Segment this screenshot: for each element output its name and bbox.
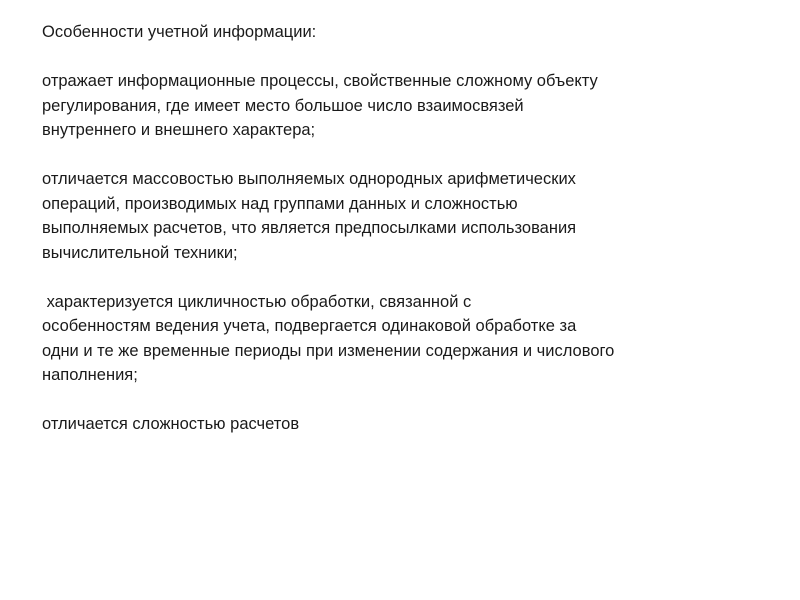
paragraph-line: отличается сложностью расчетов — [42, 415, 300, 433]
paragraph-line: вычислительной техники; — [42, 243, 238, 262]
slide-content — [42, 20, 762, 437]
paragraph-line: выполняемых расчетов, что является предпосылками использования — [42, 219, 577, 237]
paragraph-line: отражает информационные процессы, свойственные сложному объекту — [42, 72, 598, 90]
paragraph-line: одни и те же временные периоды при изменении содержания и числового — [42, 341, 615, 360]
paragraph-line: регулирования, где имеет место большое число взаимосвязей — [42, 96, 524, 115]
slide-title: Особенности учетной информации: — [42, 23, 317, 41]
paragraph-line: внутреннего и внешнего характера; — [42, 121, 316, 139]
paragraph-line: операций, производимых над группами данных и сложностью — [42, 194, 518, 213]
paragraph-2 — [42, 167, 762, 265]
paragraph-line: особенностям ведения учета, подвергается одинаковой обработке за — [42, 317, 577, 335]
paragraph-line: характеризуется цикличностью обработки, связанной с — [42, 292, 472, 311]
paragraph-line: отличается массовостью выполняемых однородных арифметических — [42, 170, 576, 188]
paragraph-3 — [42, 290, 762, 388]
paragraph-line: наполнения; — [42, 366, 138, 384]
paragraph-1 — [42, 69, 762, 143]
paragraph-4 — [42, 412, 762, 437]
